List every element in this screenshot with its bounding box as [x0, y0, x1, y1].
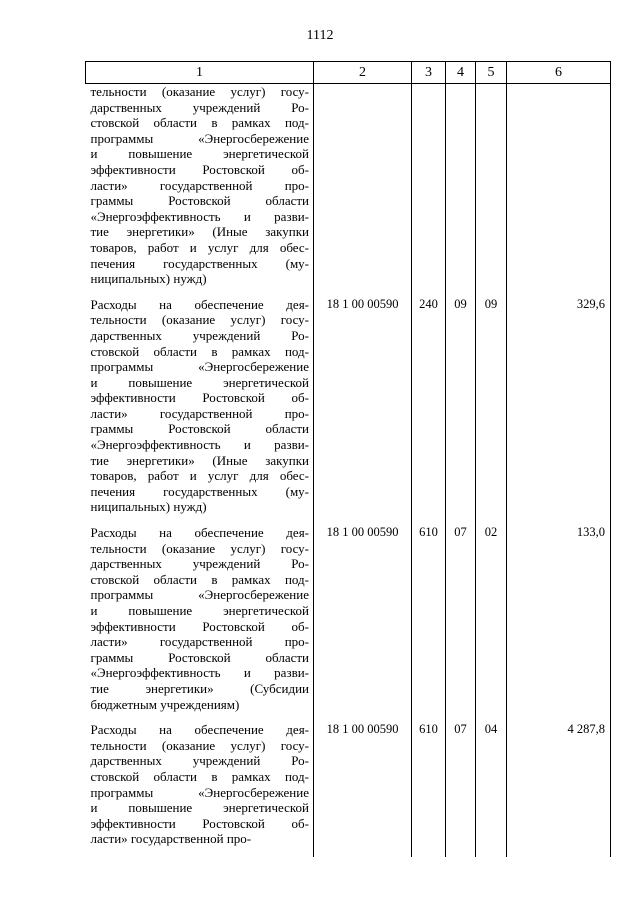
description-line: дарственных учреждений Ро-: [90, 99, 309, 115]
description-line: «Энергоэффективность и разви-: [90, 437, 309, 453]
description-line: эффективности Ростовской об-: [90, 815, 309, 831]
description-line: эффективности Ростовской об-: [90, 618, 309, 634]
table-row: [86, 297, 611, 525]
description-line: ниципальных) нужд): [90, 271, 207, 287]
amount-value: 329,6: [507, 297, 611, 525]
description-line: Расходы на обеспечение дея-: [90, 525, 309, 541]
table-header-row: [86, 62, 611, 84]
budget-table: [85, 61, 611, 857]
description-line: стовской области в рамках под-: [90, 115, 309, 131]
header-col-3: 3: [412, 62, 446, 84]
description-line: и повышение энергетической: [90, 146, 309, 162]
section-code: 07: [446, 525, 476, 722]
header-col-6: 6: [507, 62, 611, 84]
amount-value: [507, 84, 611, 297]
target-article-code: 18 1 00 00590: [314, 525, 412, 722]
description-line: ласти» государственной про-: [90, 831, 252, 847]
description-line: тие энергетики» (Иные закупки: [90, 224, 309, 240]
description-line: программы «Энергосбережение: [90, 130, 309, 146]
description-line: ласти» государственной про-: [90, 177, 309, 193]
section-code: [446, 84, 476, 297]
page-number: 1112: [306, 28, 334, 43]
description-line: граммы Ростовской области: [90, 649, 309, 665]
header-col-5: 5: [476, 62, 507, 84]
row-description: [86, 525, 314, 722]
description-line: эффективности Ростовской об-: [90, 390, 309, 406]
target-article-code: [314, 84, 412, 297]
description-line: «Энергоэффективность и разви-: [90, 665, 309, 681]
description-line: граммы Ростовской области: [90, 421, 309, 437]
description-line: граммы Ростовской области: [90, 193, 309, 209]
subsection-code: 09: [476, 297, 507, 525]
description-line: стовской области в рамках под-: [90, 768, 309, 784]
description-line: тие энергетики» (Субсидии: [90, 680, 309, 696]
description-line: тие энергетики» (Иные закупки: [90, 452, 309, 468]
description-line: и повышение энергетической: [90, 374, 309, 390]
description-line: тельности (оказание услуг) госу-: [90, 737, 309, 753]
row-description: [86, 297, 314, 525]
description-line: программы «Энергосбережение: [90, 587, 309, 603]
header-col-2: 2: [314, 62, 412, 84]
description-line: дарственных учреждений Ро-: [90, 327, 309, 343]
header-col-4: 4: [446, 62, 476, 84]
description-line: тельности (оказание услуг) госу-: [90, 312, 309, 328]
description-line: программы «Энергосбережение: [90, 359, 309, 375]
table-row: [86, 525, 611, 722]
amount-value: 133,0: [507, 525, 611, 722]
target-article-code: 18 1 00 00590: [314, 297, 412, 525]
description-line: дарственных учреждений Ро-: [90, 753, 309, 769]
subsection-code: [476, 84, 507, 297]
table-row: [86, 84, 611, 297]
row-description: [86, 722, 314, 857]
target-article-code: 18 1 00 00590: [314, 722, 412, 857]
description-line: стовской области в рамках под-: [90, 571, 309, 587]
description-line: ниципальных) нужд): [90, 499, 207, 515]
description-line: Расходы на обеспечение дея-: [90, 296, 309, 312]
expense-type-code: 610: [412, 525, 446, 722]
description-line: Расходы на обеспечение дея-: [90, 722, 309, 738]
subsection-code: 04: [476, 722, 507, 857]
description-line: и повышение энергетической: [90, 800, 309, 816]
amount-value: 4 287,8: [507, 722, 611, 857]
section-code: 07: [446, 722, 476, 857]
section-code: 09: [446, 297, 476, 525]
header-col-1: 1: [86, 62, 314, 84]
description-line: печения государственных (му-: [90, 483, 309, 499]
description-line: товаров, работ и услуг для обес-: [90, 468, 309, 484]
description-line: бюджетным учреждениям): [90, 696, 240, 712]
subsection-code: 02: [476, 525, 507, 722]
row-description: [86, 84, 314, 297]
description-line: тельности (оказание услуг) госу-: [90, 540, 309, 556]
description-line: дарственных учреждений Ро-: [90, 556, 309, 572]
description-line: «Энергоэффективность и разви-: [90, 208, 309, 224]
description-line: программы «Энергосбережение: [90, 784, 309, 800]
description-line: печения государственных (му-: [90, 255, 309, 271]
expense-type-code: 240: [412, 297, 446, 525]
description-line: ласти» государственной про-: [90, 405, 309, 421]
expense-type-code: [412, 84, 446, 297]
description-line: и повышение энергетической: [90, 603, 309, 618]
description-line: эффективности Ростовской об-: [90, 161, 309, 177]
description-line: ласти» государственной про-: [90, 634, 309, 650]
description-line: стовской области в рамках под-: [90, 343, 309, 359]
table-row: [86, 722, 611, 857]
expense-type-code: 610: [412, 722, 446, 857]
description-line: тельности (оказание услуг) госу-: [90, 84, 309, 99]
description-line: товаров, работ и услуг для обес-: [90, 239, 309, 255]
